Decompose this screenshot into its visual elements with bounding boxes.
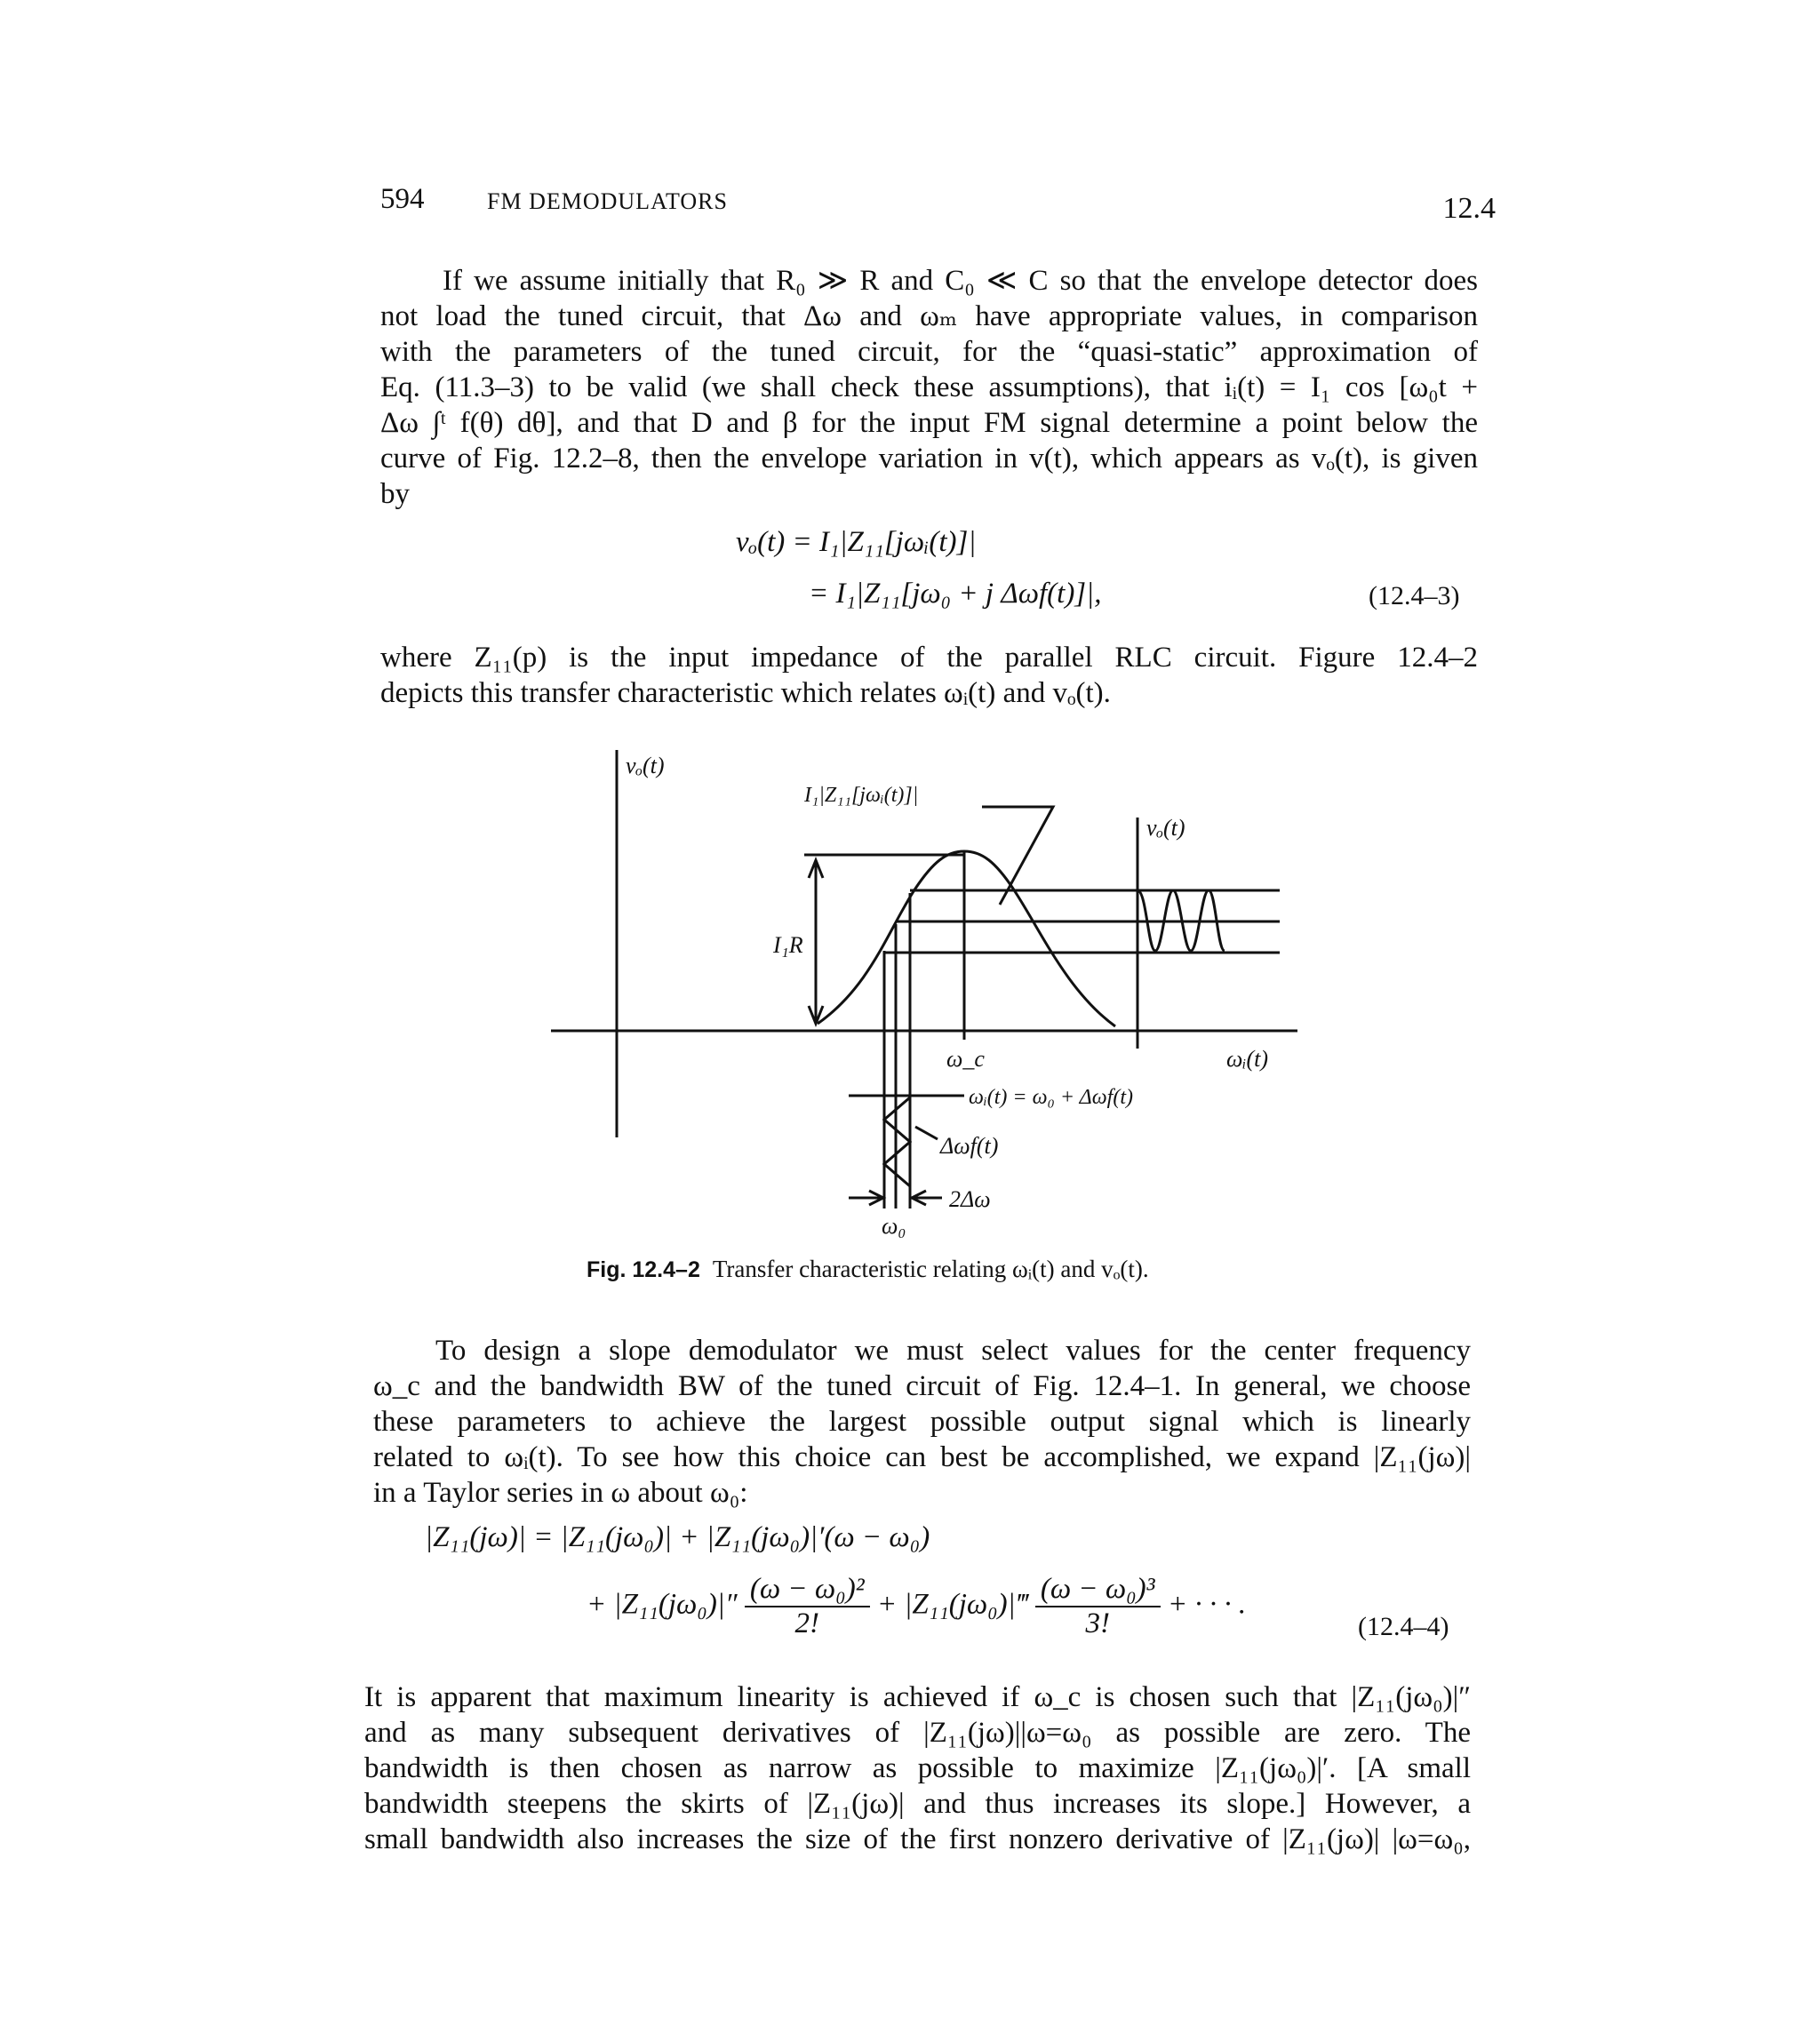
paragraph-1 (380, 263, 1478, 512)
paragraph-line: with the parameters of the tuned circuit, for the “quasi-static” approximation of (380, 336, 1478, 368)
paragraph-2 (380, 640, 1478, 711)
paragraph-line: related to ωᵢ(t). To see how this choice can best be accomplished, we expand |Z₁₁(jω)| (373, 1441, 1471, 1473)
peak-height-label: I₁R (773, 932, 803, 958)
paragraph-4 (364, 1679, 1471, 1857)
paragraph-3 (373, 1333, 1471, 1511)
x-axis-label: ωᵢ(t) (1226, 1046, 1269, 1072)
figure-caption (587, 1256, 1149, 1283)
paragraph-line: where Z₁₁(p) is the input impedance of the parallel RLC circuit. Figure 12.4–2 (380, 642, 1478, 674)
equation-12-4-3-line-2: = I₁|Z₁₁[jω₀ + j Δωf(t)]|, (809, 578, 1102, 610)
paragraph-line: If we assume initially that R₀ ≫ R and C₀ ≪ C so that the envelope detector does (443, 265, 1478, 297)
swing-label: 2Δω (949, 1186, 991, 1212)
y-axis-label: vₒ(t) (626, 753, 665, 778)
paragraph-line: It is apparent that maximum linearity is achieved if ω_c is chosen such that |Z₁₁(jω₀)|″ (364, 1681, 1471, 1713)
equation-12-4-4-line-2 (587, 1573, 1246, 1640)
output-axis-label: vₒ(t) (1146, 815, 1185, 841)
fraction-third-order (1035, 1573, 1161, 1640)
figure-caption-text: Transfer characteristic relating ωᵢ(t) and vₒ(t). (712, 1256, 1149, 1282)
section-number: 12.4 (1442, 192, 1496, 225)
paragraph-line: in a Taylor series in ω about ω₀: (373, 1477, 748, 1509)
resonance-curve (818, 851, 1115, 1026)
carrier-label: ω₀ (882, 1213, 906, 1239)
paragraph-line: these parameters to achieve the largest possible output signal which is linearly (373, 1406, 1471, 1438)
equation-term: + |Z₁₁(jω₀)|″ (587, 1588, 738, 1621)
equation-number: (12.4–4) (1358, 1612, 1449, 1641)
input-signal-label: ωᵢ(t) = ω₀ + Δωf(t) (969, 1086, 1133, 1109)
fraction-numerator: (ω − ω₀)³ (1035, 1573, 1161, 1607)
deviation-label: Δωf(t) (940, 1133, 999, 1159)
paragraph-line: To design a slope demodulator we must select values for the center frequency (435, 1335, 1471, 1367)
paragraph-line: not load the tuned circuit, that Δω and ωₘ have appropriate values, in comparison (380, 300, 1478, 332)
running-header (380, 183, 1496, 227)
paragraph-line: Eq. (11.3–3) to be valid (we shall check these assumptions), that iᵢ(t) = I₁ cos [ω₀t + (380, 371, 1478, 403)
equation-12-4-3-line-1: vₒ(t) = I₁|Z₁₁[jωᵢ(t)]| (736, 526, 977, 558)
fraction-second-order (745, 1573, 870, 1640)
paragraph-line: curve of Fig. 12.2–8, then the envelope variation in v(t), which appears as vₒ(t), is given (380, 443, 1478, 475)
fraction-denominator: 2! (794, 1607, 819, 1639)
paragraph-line: bandwidth steepens the skirts of |Z₁₁(jω)| and thus increases its slope.] However, a (364, 1788, 1471, 1820)
paragraph-line: and as many subsequent derivatives of |Z₁₁(jω)||ω=ω₀ as possible are zero. The (364, 1717, 1471, 1749)
paragraph-line: small bandwidth also increases the size of the first nonzero derivative of |Z₁₁(jω)| |ω=ω₀, (364, 1823, 1471, 1855)
center-frequency-label: ω_c (946, 1046, 985, 1072)
fraction-numerator: (ω − ω₀)² (745, 1573, 870, 1607)
curve-label: I₁|Z₁₁[jωᵢ(t)]| (804, 784, 919, 807)
paragraph-line: ω_c and the bandwidth BW of the tuned circuit of Fig. 12.4–1. In general, we choose (373, 1370, 1471, 1402)
page-number: 594 (380, 183, 425, 215)
paragraph-line: by (380, 478, 410, 510)
equation-term: + · · · . (1167, 1588, 1247, 1621)
paragraph-line: Δω ∫ᵗ f(θ) dθ], and that D and β for the input FM signal determine a point below the (380, 407, 1478, 439)
equation-12-4-4-line-1: |Z₁₁(jω)| = |Z₁₁(jω₀)| + |Z₁₁(jω₀)|′(ω − ω₀) (425, 1521, 930, 1553)
paragraph-line: bandwidth is then chosen as narrow as possible to maximize |Z₁₁(jω₀)|′. [A small (364, 1752, 1471, 1784)
paragraph-line: depicts this transfer characteristic which relates ωᵢ(t) and vₒ(t). (380, 677, 1111, 709)
equation-number: (12.4–3) (1369, 581, 1460, 610)
running-title: FM DEMODULATORS (487, 188, 728, 214)
fraction-denominator: 3! (1085, 1607, 1110, 1639)
deviation-leader (915, 1127, 938, 1139)
transfer-characteristic-figure (533, 746, 1333, 1253)
equation-term: + |Z₁₁(jω₀)|‴ (876, 1588, 1028, 1621)
figure-caption-label: Fig. 12.4–2 (587, 1257, 700, 1282)
